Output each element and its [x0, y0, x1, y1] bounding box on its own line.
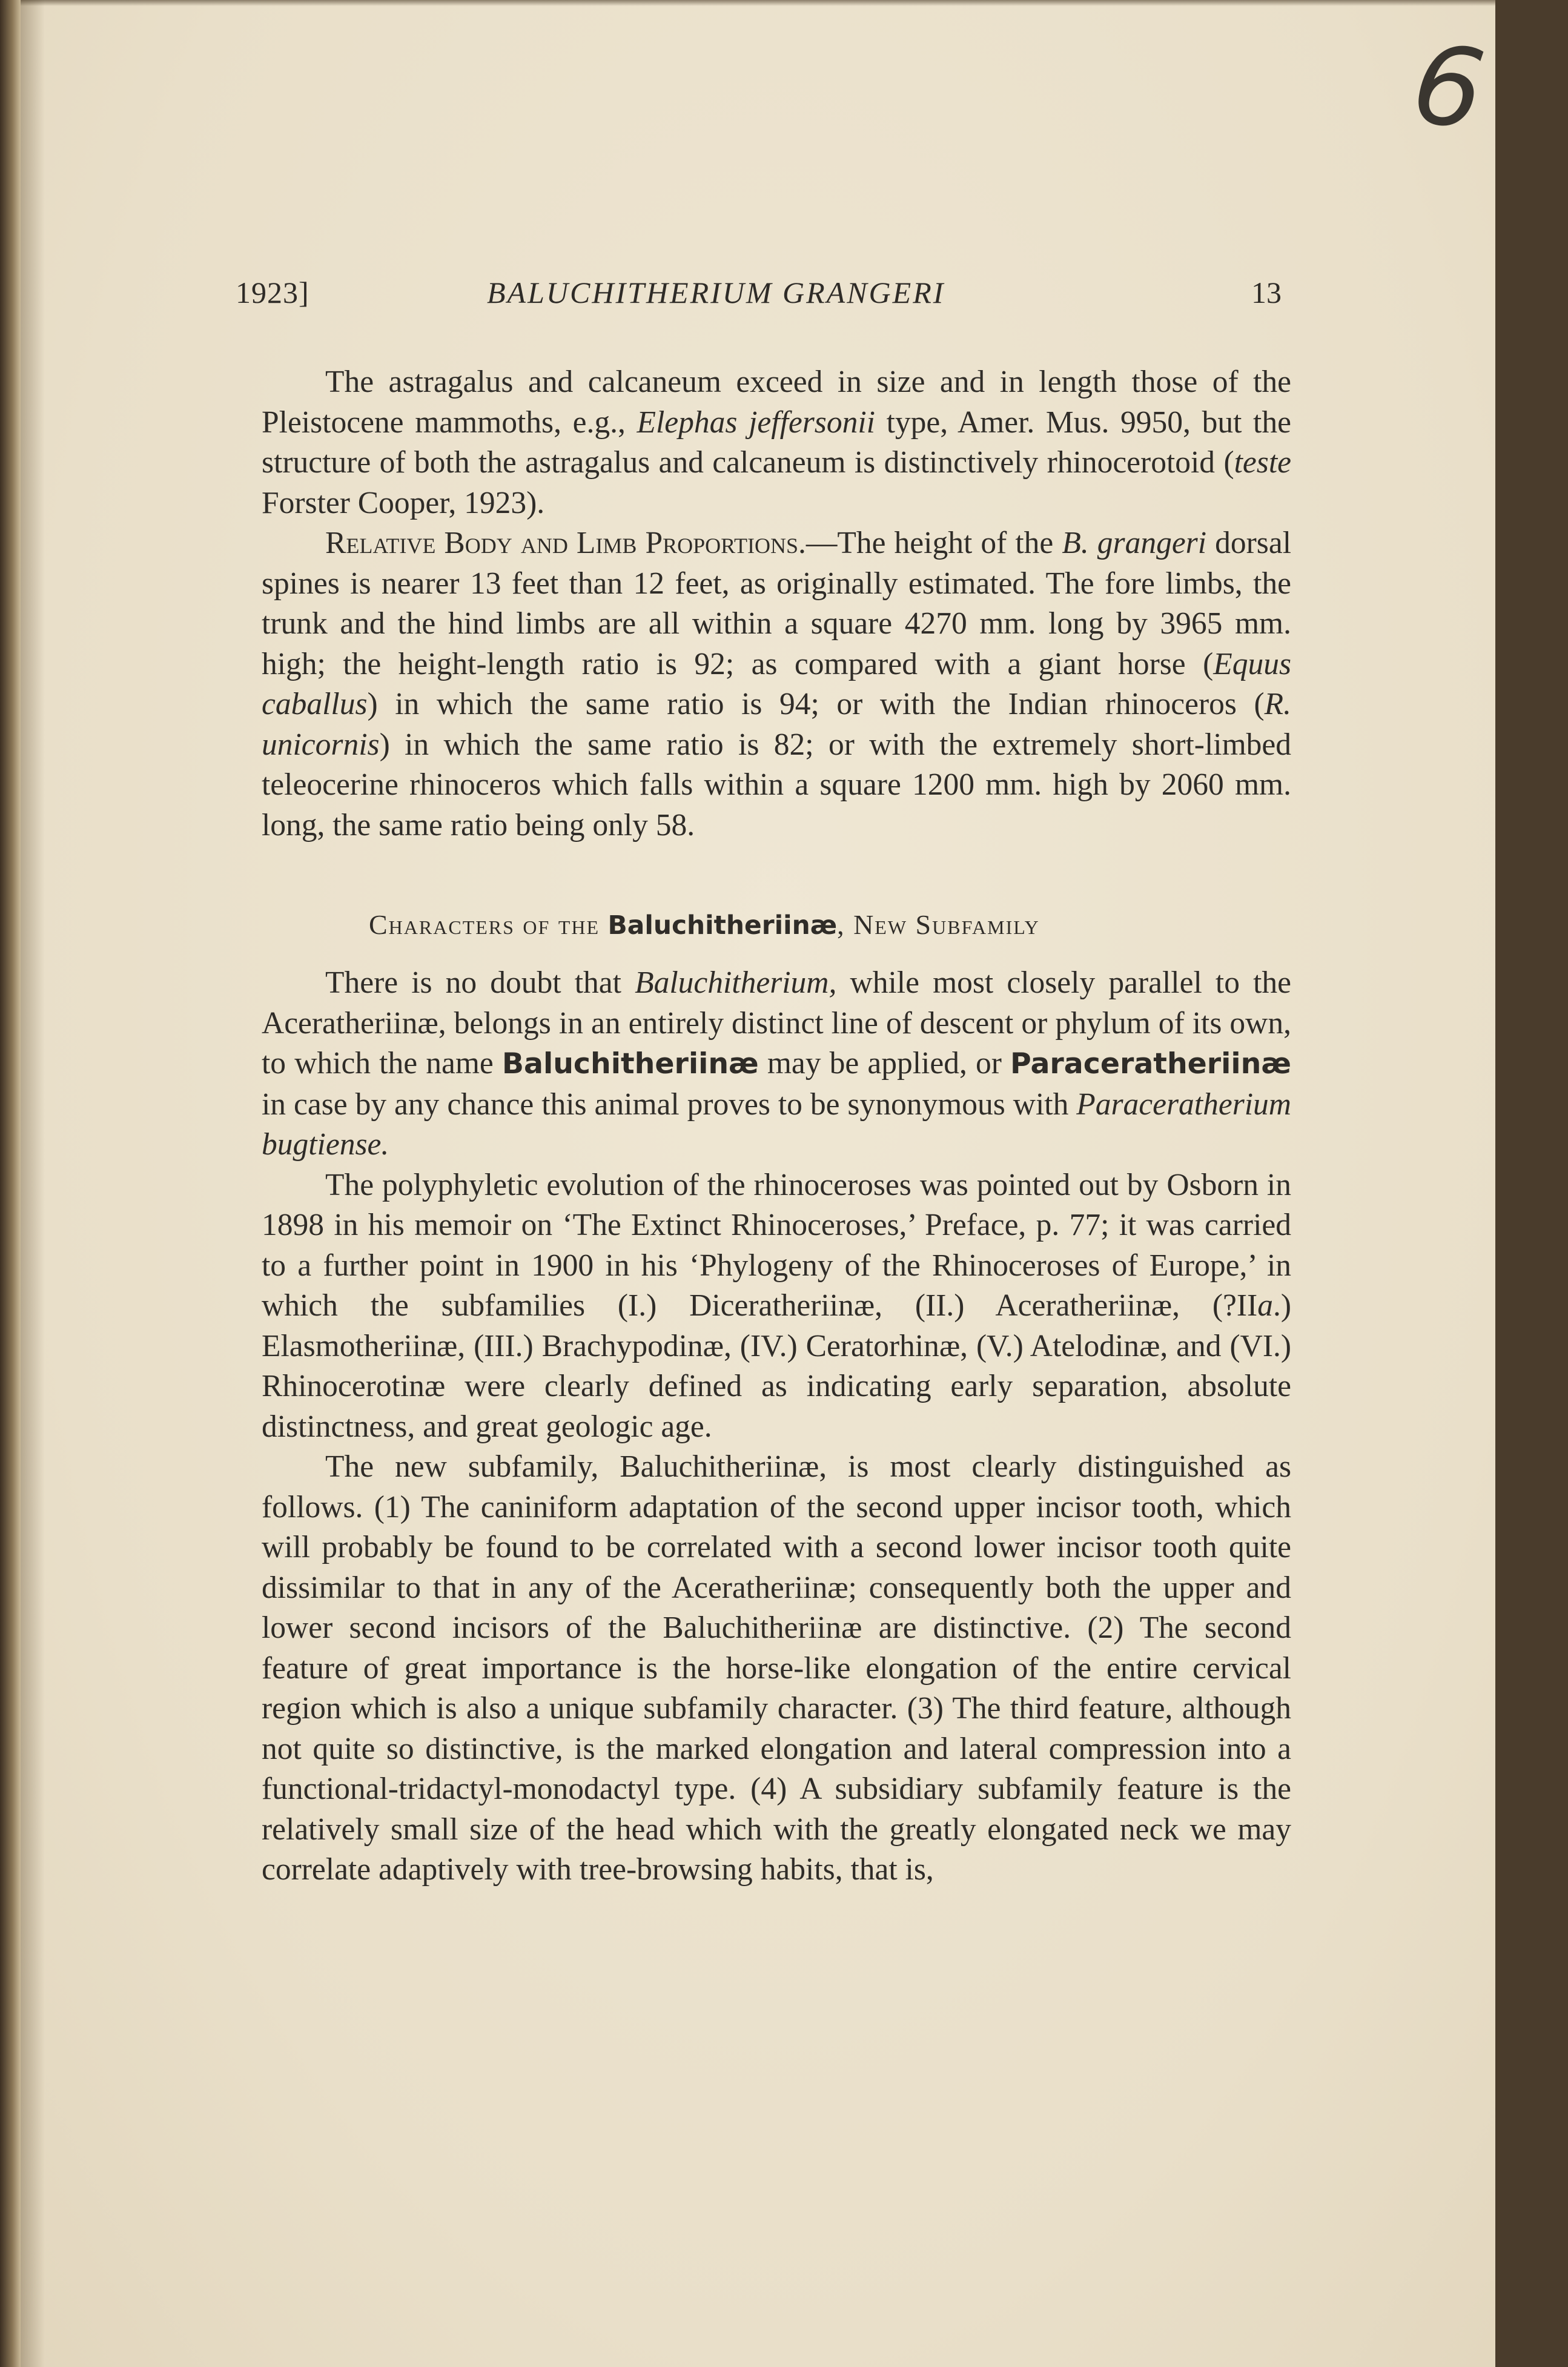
paragraph-astragalus [262, 362, 1291, 523]
paragraph-new-subfamily [262, 1447, 1291, 1890]
background-strip [1495, 0, 1532, 2367]
italic-run: Elephas jeffersonii [637, 405, 875, 440]
text-run: ) in which the same ratio is 82; or with the extremely short-limbed teleocerine rhinoceros which falls within a square 1200 mm. high by 2060 mm. long, the same ratio being only 58. [262, 727, 1291, 843]
bold-run: Baluchitheriinæ [501, 1047, 759, 1081]
text-run: —The height of the [806, 526, 1062, 560]
gutter-shadow [21, 0, 45, 2367]
text-block-2 [262, 963, 1291, 1890]
section-heading [369, 909, 1040, 941]
text-run: ) in which the same ratio is 94; or with the Indian rhinoceros ( [367, 687, 1265, 721]
handwritten-folio-number: 6 [1405, 20, 1492, 155]
text-block-1 [262, 362, 1291, 846]
italic-run: B. grangeri [1062, 526, 1207, 560]
paragraph-polyphyletic [262, 1165, 1291, 1448]
italic-run: Paraceratherium bugtiense. [262, 1087, 1291, 1162]
italic-run: Equus caballus [262, 646, 1291, 721]
italic-run: Baluchitherium, [635, 965, 837, 1000]
text-run: type, Amer. Mus. 9950, but the structure of both the astragalus and calcaneum is distinctively rhinocerotoid ( [262, 405, 1291, 480]
text-run: The polyphyletic evolution of the rhinoceroses was pointed out by Osborn in 1898 in his memoir on ‘The Extinct Rhinoceroses,’ Preface, p. 77; it was carried to a further point in 1900 in his ‘Phylogeny of the Rhinoceroses of Europe,’ in which the subfamilies (I.) Diceratheriinæ, (II.) Aceratheriinæ, (?II [262, 1167, 1291, 1323]
heading-bold-name: Baluchitheriinæ [607, 910, 838, 940]
text-run: There is no doubt that [325, 965, 635, 1000]
italic-run: a [1257, 1288, 1273, 1323]
running-head-title: BALUCHITHERIUM GRANGERI [487, 276, 945, 310]
text-run: in case by any chance this animal proves to be synonymous with [262, 1087, 1077, 1122]
text-run: dorsal spines is nearer 13 feet than 12 feet, as originally estimated. The fore limbs, the trunk and the hind limbs are all within a square 4270 mm. long by 3965 mm. high; the height-length ratio is 92; as compared with a giant horse ( [262, 526, 1291, 681]
italic-run: R. unicornis [262, 687, 1291, 762]
page-number: 13 [1251, 276, 1282, 310]
run-in-heading: Relative Body and Limb Proportions. [325, 526, 806, 560]
text-run: Forster Cooper, 1923). [262, 485, 545, 520]
paragraph-proportions [262, 523, 1291, 846]
italic-run: teste [1234, 445, 1291, 480]
top-edge-shadow [21, 0, 1532, 6]
heading-post: , New Subfamily [837, 909, 1040, 940]
text-run: may be applied, or [758, 1046, 1010, 1081]
text-run: .) Elasmotheriinæ, (III.) Brachypodinæ, (IV.) Ceratorhinæ, (V.) Atelodinæ, and (VI.) Rhinocerotinæ were clearly defined as indicating early separation, absolute distinctness, and great geologic age. [262, 1288, 1291, 1444]
binding-edge [0, 0, 21, 2367]
bold-run: Paraceratheriinæ [1010, 1047, 1292, 1081]
text-run: while most closely parallel to the Aceratheriinæ, belongs in an entirely distinct line of descent or phylum of its own, to which the name [262, 965, 1291, 1081]
text-run: The new subfamily, Baluchitheriinæ, is most clearly distinguished as follows. (1) The caniniform adaptation of the second upper incisor tooth, which will probably be found to be correlated with a second lower incisor tooth quite dissimilar to that in any of the Aceratheriinæ; consequently both the upper and lower second incisors of the Baluchitheriinæ are distinctive. (2) The second feature of great importance is the horse-like elongation of the entire cervical region which is also a unique subfamily character. (3) The third feature, although not quite so distinctive, is the marked elongation and lateral compression into a functional-tridactyl-monodactyl type. (4) A subsidiary subfamily feature is the relatively small size of the head which with the greatly elongated neck we may correlate adaptively with tree-browsing habits, that is, [262, 1449, 1291, 1887]
paragraph-no-doubt [262, 963, 1291, 1165]
text-run: The astragalus and calcaneum exceed in size and in length those of the Pleistocene mammoths, e.g., [262, 365, 1291, 440]
running-head-year: 1923] [236, 276, 309, 310]
page-sheet [21, 0, 1532, 2367]
heading-pre: Characters of the [369, 909, 600, 940]
